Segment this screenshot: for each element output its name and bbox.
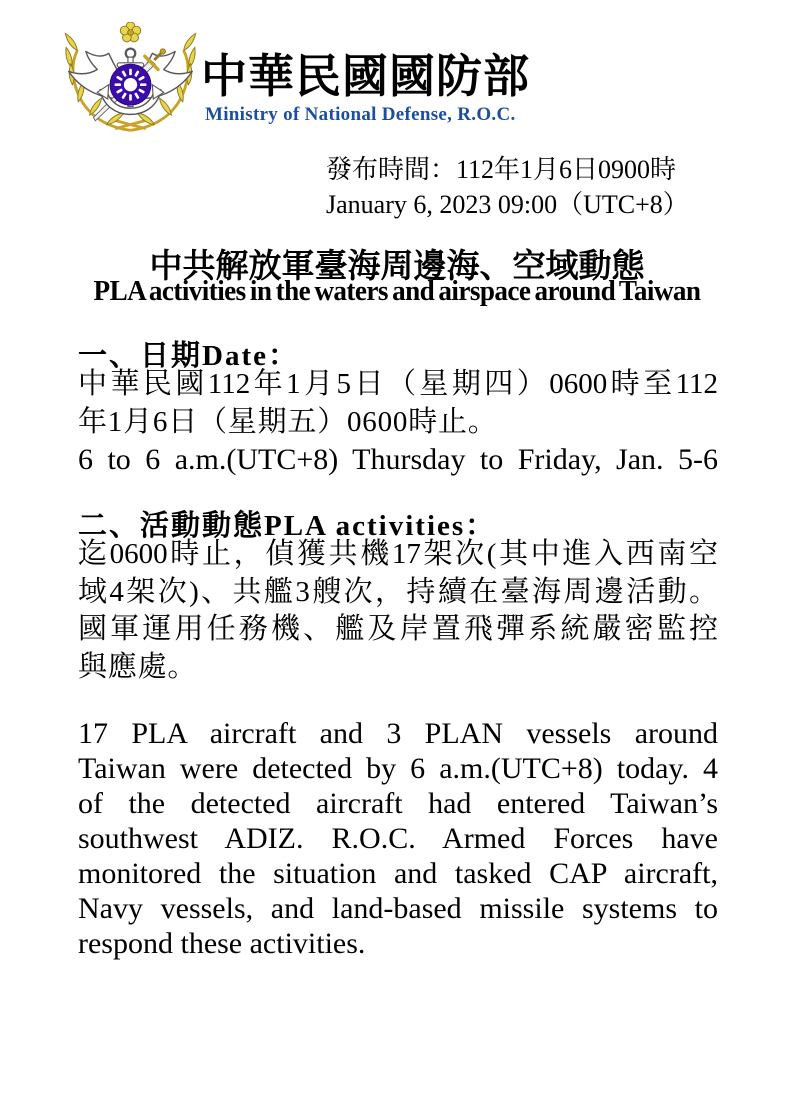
doc-title-en: PLA activities in the waters and airspace around Taiwan: [93, 276, 701, 307]
org-name-zh: 中華民國國防部: [201, 51, 530, 102]
english-summary-line-3: of the detected aircraft had entered Taiwan’s: [78, 787, 718, 820]
activities-line-zh-3: 國軍運用任務機、艦及岸置飛彈系統嚴密監控: [78, 613, 718, 645]
section-activities-body: [78, 536, 718, 686]
plum-blossom-icon: [120, 22, 141, 42]
english-summary-line-2: Taiwan were detected by 6 a.m.(UTC+8) today. 4: [78, 752, 718, 785]
org-name-en: Ministry of National Defense, R.O.C.: [205, 104, 516, 125]
release-time-block: [326, 152, 689, 222]
activities-line-zh-4: 與應處。: [78, 650, 198, 683]
english-summary-line-7: respond these activities.: [78, 927, 366, 960]
section-date-body: [78, 366, 718, 479]
section-activities-heading: 二、活動動態PLA activities：: [78, 510, 497, 542]
english-summary-paragraph: [78, 716, 718, 961]
date-line-zh-2: 年1月6日（星期五）0600時止。: [78, 405, 498, 438]
doc-title-zh: 中共解放軍臺海周邊海、空域動態: [149, 249, 645, 285]
activities-line-zh-2: 域4架次)、共艦3艘次，持續在臺海周邊活動。: [78, 575, 718, 608]
english-summary-line-4: southwest ADIZ. R.O.C. Armed Forces have: [78, 822, 718, 855]
mnd-emblem-icon: [59, 22, 202, 136]
english-summary-line-1: 17 PLA aircraft and 3 PLAN vessels around: [78, 717, 718, 750]
sun-emblem-icon: [110, 64, 151, 105]
activities-line-zh-1: 迄0600時止，偵獲共機17架次(其中進入西南空: [78, 538, 718, 570]
date-line-zh-1: 中華民國112年1月5日（星期四）0600時至112: [78, 368, 718, 400]
section-date-heading: 一、日期Date：: [78, 340, 299, 372]
english-summary-line-6: Navy vessels, and land-based missile systems to: [78, 892, 718, 925]
release-time-zh: 發布時間：112年1月6日0900時: [326, 155, 677, 184]
release-time-en: January 6, 2023 09:00（UTC+8）: [326, 190, 689, 219]
english-summary-line-5: monitored the situation and tasked CAP aircraft,: [78, 857, 718, 890]
date-line-en: 6 to 6 a.m.(UTC+8) Thursday to Friday, Jan. 5-6: [78, 443, 718, 476]
